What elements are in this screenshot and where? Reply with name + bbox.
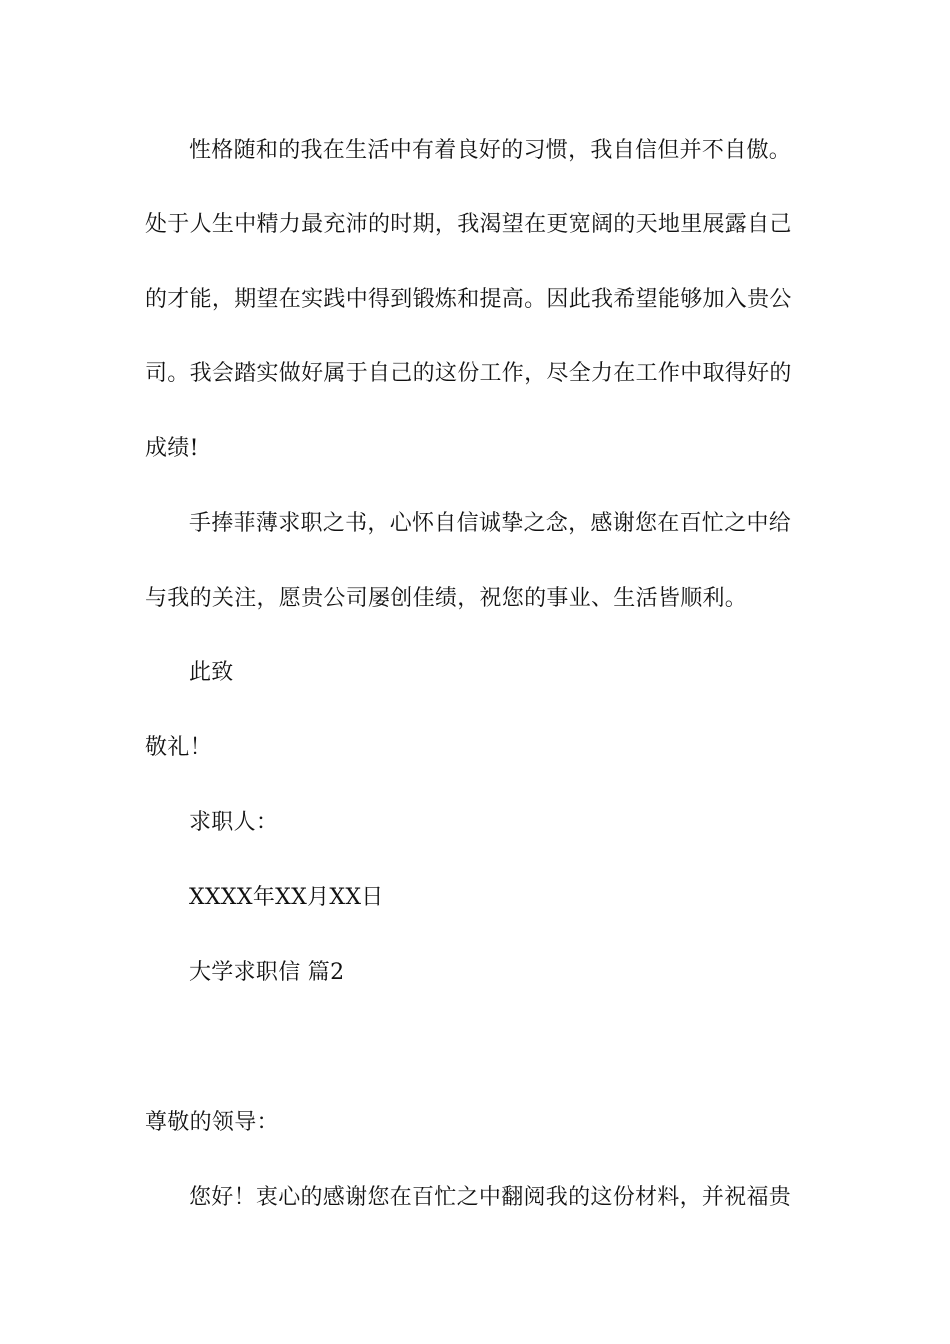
applicant-label: 求职人：	[189, 810, 279, 835]
paragraph-line: 手捧菲薄求职之书，心怀自信诚挚之念，感谢您在百忙之中给	[189, 511, 792, 536]
closing-regards: 敬礼！	[145, 735, 212, 760]
paragraph-line: 处于人生中精力最充沛的时期，我渴望在更宽阔的天地里展露自己	[145, 212, 792, 237]
section-heading: 大学求职信 篇2	[189, 960, 345, 985]
paragraph-line: 与我的关注，愿贵公司屡创佳绩，祝您的事业、生活皆顺利。	[145, 586, 748, 611]
letter-date: XXXX年XX月XX日	[189, 885, 384, 910]
paragraph-line: 司。我会踏实做好属于自己的这份工作，尽全力在工作中取得好的	[145, 361, 792, 386]
paragraph-line: 您好！衷心的感谢您在百忙之中翻阅我的这份材料，并祝福贵	[189, 1185, 792, 1210]
paragraph-line: 的才能，期望在实践中得到锻炼和提高。因此我希望能够加入贵公	[145, 287, 792, 312]
greeting-line: 尊敬的领导：	[145, 1110, 279, 1135]
paragraph-line: 性格随和的我在生活中有着良好的习惯，我自信但并不自傲。	[189, 138, 792, 163]
closing-salutation: 此致	[189, 660, 234, 685]
paragraph-line: 成绩!	[145, 436, 199, 461]
